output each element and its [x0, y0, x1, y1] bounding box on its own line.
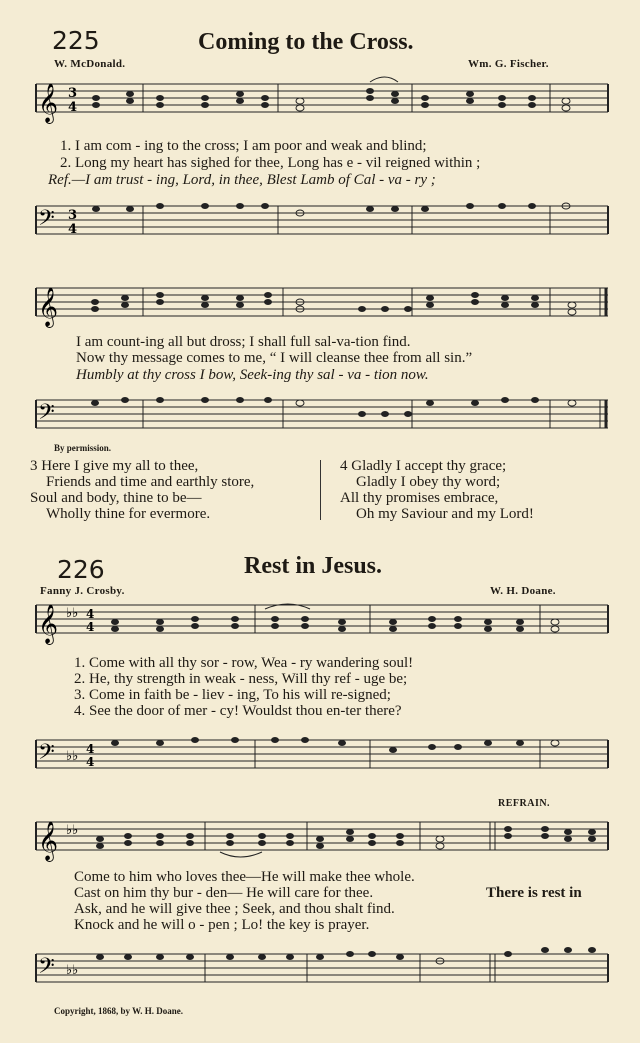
author-credit: Fanny J. Crosby. — [40, 585, 125, 597]
svg-text:𝄞: 𝄞 — [38, 604, 59, 644]
composer-credit: Wm. G. Fischer. — [468, 58, 549, 70]
svg-text:4: 4 — [86, 620, 95, 634]
svg-text:𝄞: 𝄞 — [38, 287, 59, 327]
hymn-number: 225 — [52, 26, 100, 55]
verse-line: Soul and body, thine to be— — [30, 490, 202, 506]
music-staff-bass — [0, 196, 640, 256]
verse-line: Wholly thine for evermore. — [46, 506, 211, 522]
svg-text:𝄢: 𝄢 — [38, 954, 55, 984]
hymn-title: Rest in Jesus. — [244, 553, 383, 579]
svg-text:4: 4 — [68, 100, 78, 115]
svg-text:𝄞: 𝄞 — [38, 83, 59, 123]
lyric-line: Knock and he will o - pen ; Lo! the key is prayer. — [74, 917, 370, 933]
svg-text:♭♭: ♭♭ — [66, 823, 79, 838]
refrain-lyric-line: There is rest in — [486, 885, 582, 901]
verse-line: All thy promises embrace, — [340, 490, 499, 506]
refrain-label: REFRAIN. — [498, 798, 551, 809]
refrain-lyric-line: Ref.—I am trust - ing, Lord, in thee, Blest Lamb of Cal - va - ry ; — [48, 172, 436, 188]
svg-text:♭♭: ♭♭ — [66, 749, 79, 764]
lyric-line: 2. He, thy strength in weak - ness, Will thy ref - uge be; — [74, 671, 408, 687]
refrain-lyric-line: Humbly at thy cross I bow, Seek-ing thy sal - va - tion now. — [76, 367, 429, 383]
verse-line: Friends and time and earthly store, — [46, 474, 255, 490]
svg-text:4: 4 — [86, 742, 95, 756]
composer-credit: W. H. Doane. — [490, 585, 556, 597]
permission-note: By permission. — [54, 443, 112, 453]
lyric-line: 2. Long my heart has sighed for thee, Long has e - vil reigned within ; — [60, 155, 481, 171]
music-staff-bass — [0, 730, 640, 790]
hymn-title: Coming to the Cross. — [198, 29, 414, 55]
svg-text:4: 4 — [86, 755, 95, 769]
lyric-line: Come to him who loves thee—He will make thee whole. — [74, 869, 415, 885]
music-staff-bass — [0, 390, 640, 450]
author-credit: W. McDonald. — [54, 58, 126, 70]
verse-line: Gladly I obey thy word; — [356, 474, 501, 490]
copyright-note: Copyright, 1868, by W. H. Doane. — [54, 1006, 184, 1016]
svg-text:♭♭: ♭♭ — [66, 606, 79, 621]
svg-text:4: 4 — [86, 607, 95, 621]
svg-text:𝄢: 𝄢 — [38, 400, 55, 430]
svg-text:3: 3 — [68, 86, 78, 101]
lyric-line: Now thy message comes to me, “ I will cleanse thee from all sin.” — [76, 350, 473, 366]
verse-line: 4 Gladly I accept thy grace; — [340, 458, 507, 474]
svg-text:𝄞: 𝄞 — [38, 821, 59, 861]
music-staff-treble — [0, 74, 640, 134]
music-staff-treble — [0, 812, 640, 872]
music-staff-bass — [0, 944, 640, 1004]
svg-text:𝄢: 𝄢 — [38, 740, 55, 770]
lyric-line: I am count-ing all but dross; I shall full sal-va-tion find. — [76, 334, 411, 350]
music-staff-treble — [0, 278, 640, 338]
lyric-line: Ask, and he will give thee ; Seek, and thou shalt find. — [74, 901, 395, 917]
verse-line: 3 Here I give my all to thee, — [30, 458, 199, 474]
music-staff-treble — [0, 595, 640, 655]
verse-line: Oh my Saviour and my Lord! — [356, 506, 534, 522]
svg-text:4: 4 — [68, 222, 78, 237]
lyric-line: Cast on him thy bur - den— He will care for thee. — [74, 885, 374, 901]
lyric-line: 1. I am com - ing to the cross; I am poor and weak and blind; — [60, 138, 427, 154]
lyric-line: 1. Come with all thy sor - row, Wea - ry wandering soul! — [74, 655, 414, 671]
svg-text:3: 3 — [68, 208, 78, 223]
svg-text:♭♭: ♭♭ — [66, 963, 79, 978]
svg-text:𝄢: 𝄢 — [38, 206, 55, 236]
column-divider — [320, 460, 321, 520]
hymn-number: 226 — [57, 555, 105, 584]
lyric-line: 3. Come in faith be - liev - ing, To his will re-signed; — [74, 687, 391, 703]
lyric-line: 4. See the door of mer - cy! Wouldst thou en-ter there? — [74, 703, 402, 719]
